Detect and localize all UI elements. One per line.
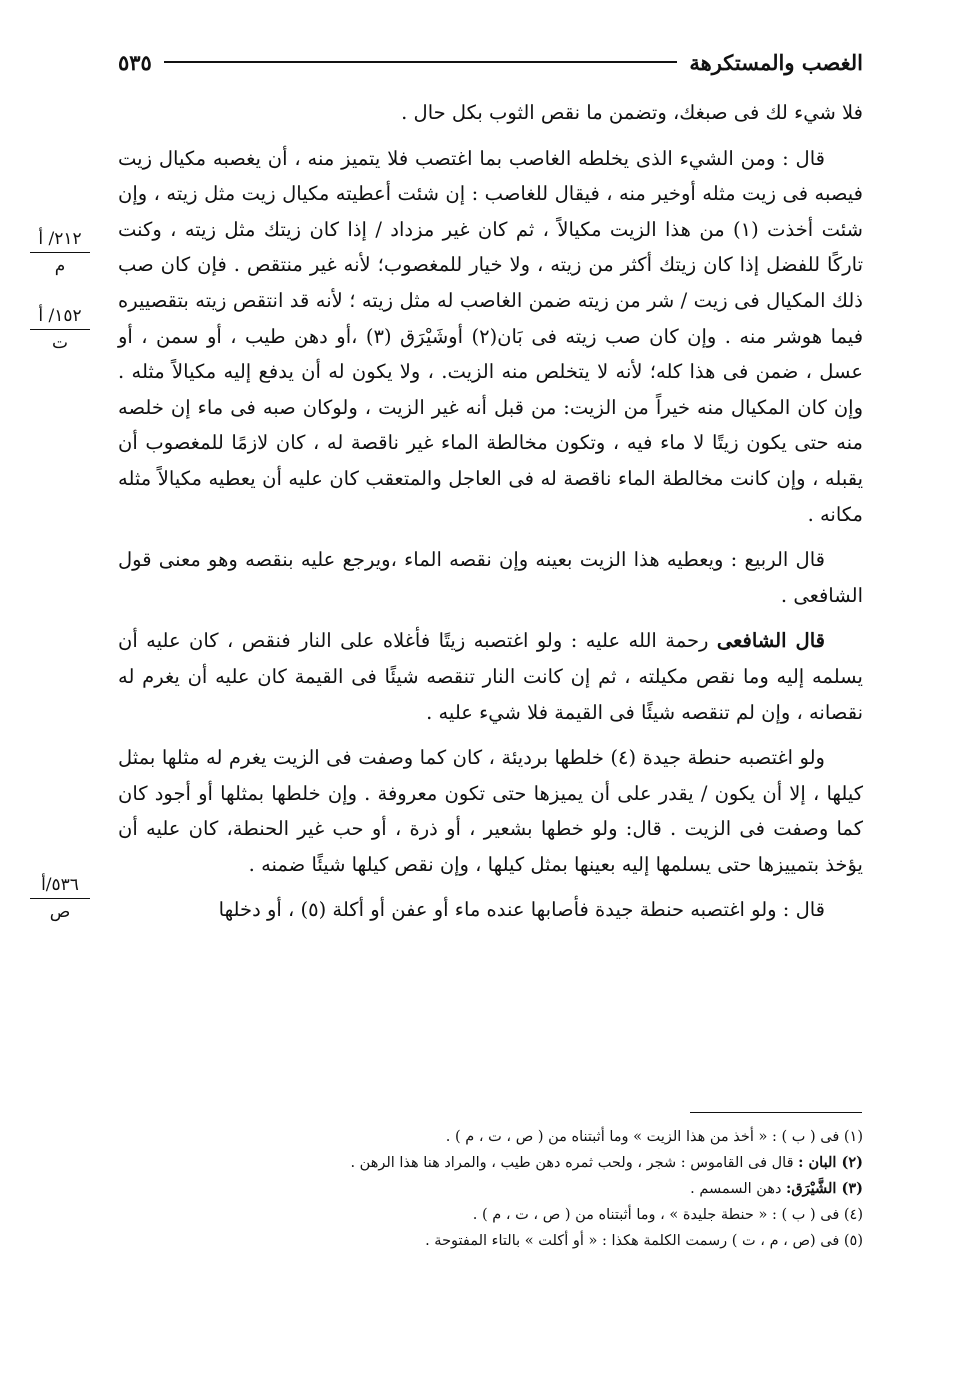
footnote-4: [140, 1202, 863, 1228]
margin-note-manuscript: م: [54, 256, 66, 276]
chapter-title: الغصب والمستكرهة: [689, 49, 863, 75]
margin-note-ref: ٥٣٦/أ: [30, 874, 90, 899]
footnote-text: قال فى القاموس : شجر ، ولحب ثمره دهن طيب ، والمراد هنا هذا الرهن .: [350, 1155, 799, 1171]
footnote-lead: (١) فى ( ب ) :: [771, 1129, 863, 1145]
footnote-lead: (٣) الشَّيْرَق:: [786, 1180, 863, 1197]
paragraph-3: قال الربيع : ويعطيه هذا الزيت بعينه وإن نقصه الماء ،ويرجع عليه بنقصه وهو معنى قول الشافعى .: [118, 548, 863, 607]
footnote-rule: [690, 1112, 862, 1113]
footnote-5: [140, 1228, 863, 1254]
footnote-1: [140, 1124, 863, 1150]
footnote-text: « أخذ من هذا الزيت » وما أثبتناه من ( ص ، ت ، م ) .: [445, 1129, 772, 1145]
main-text: [118, 95, 863, 938]
page-number: ٥٣٥: [118, 49, 152, 75]
margin-note-manuscript: ت: [51, 333, 68, 353]
footnote-lead: (٢) البان :: [798, 1154, 863, 1171]
speaker-name: قال الشافعى: [716, 629, 825, 653]
margin-note-2: [30, 305, 90, 354]
margin-note-ref: ١٥٢/ أ: [30, 305, 90, 330]
paragraph-5: ولو اغتصبه حنطة جيدة (٤) خلطها برديئة ، كان كما وصفت فى الزيت يغرم له مثلها بمثل كيلها ، إلا أن يكون / يقدر على أن يميزها حتى تكون معروفة . وإن خلطها بمثلها أو أجود كان كما وصفت فى الزيت . قال: ولو خطها بشعير ، أو ذرة ، أو حب غير الحنطة، كان عليه أن يؤخذ بتمييزها حتى يسلمها إليه بعينها بمثل كيلها ، وإن نقص كيلها شيئًا ضمنه .: [118, 746, 863, 876]
footnote-text: رسمت الكلمة هكذا : « أو أكلت » بالتاء المفتوحة .: [425, 1233, 732, 1249]
header-rule: [164, 61, 678, 63]
paragraph-4: [118, 623, 863, 730]
footnote-3: [140, 1176, 863, 1202]
margin-note-manuscript: ص: [49, 902, 71, 922]
footnote-text: دهن السمسم .: [690, 1181, 787, 1197]
running-header: [118, 42, 863, 82]
footnote-lead: (٥) فى (ص ، م ، ت ): [731, 1233, 863, 1249]
footnote-2: [140, 1150, 863, 1176]
paragraph-1: فلا شيء لك فى صبغك، وتضمن ما نقص الثوب بكل حال .: [401, 101, 863, 124]
paragraph-6: قال : ولو اغتصبه حنطة جيدة فأصابها عنده ماء أو عفن أو أكلة (٥) ، أو دخلها: [218, 898, 825, 922]
paragraph-4-text: رحمة الله عليه : ولو اغتصبه زيتًا فأغلاه على النار فنقص ، كان عليه أن يسلمه إليه وما نقص مكيلته ، ثم إن كانت النار تنقصه شيئًا فى القيمة كان عليه أن يغرم له نقصانه ، وإن لم تنقصه شيئًا فى القيمة فلا شيء عليه .: [118, 629, 863, 724]
footnote-text: « حنطة جليدة » ، وما أثبتناه من ( ص ، ت ، م ) .: [472, 1207, 772, 1223]
margin-note-ref: ٢١٢/ أ: [30, 228, 90, 253]
footnotes: [140, 1124, 863, 1254]
margin-note-3: [30, 874, 90, 923]
paragraph-2: قال : ومن الشيء الذى يخلطه الغاصب بما اغتصب فلا يتميز منه ، أن يغصبه مكيال زيت فيصبه فى زيت مثله أوخير منه ، فيقال للغاصب : إن شئت أعطيته مكيال زيت مثل زيته ، وإن شئت أخذت (١) من هذا الزيت مكيالاً ، ثم كان غير مزداد / إذا كان زيتك مثل زيته ، وكنت تاركًا للفضل إذا كان زيتك أكثر من زيته ، ولا خيار للمغصوب؛ لأنه غير منتقص . فإن كان صب ذلك المكيال فى زيت / شر من زيته ضمن الغاصب له مثل زيته ؛ لأنه قد انتقص زيته بتقصييره فيما هوشر منه . وإن كان صب زيته فى بَان(٢) أوشَيْرَق (٣) ،أو دهن طيب ، أو سمن ، أو عسل ، ضمن فى هذا كله؛ لأنه لا يتخلص منه الزيت. ، ولا يكون له أن يدفع إليه مكيالاً مثله . وإن كان المكيال منه خيراً من الزيت: من قبل أنه غير الزيت ، ولوكان صبه فى ماء إن خلصه منه حتى يكون زيتًا لا ماء فيه ، وتكون مخالطة الماء غير ناقصة له ، كان لازمًا للمغصوب أن يقبله ، وإن كانت مخالطة الماء ناقصة له فى العاجل والمتعقب كان عليه أن يعطيه مكيالاً مثله مكانه .: [118, 146, 864, 526]
footnote-lead: (٤) فى ( ب ) :: [771, 1207, 863, 1223]
margin-note-1: [30, 228, 90, 277]
